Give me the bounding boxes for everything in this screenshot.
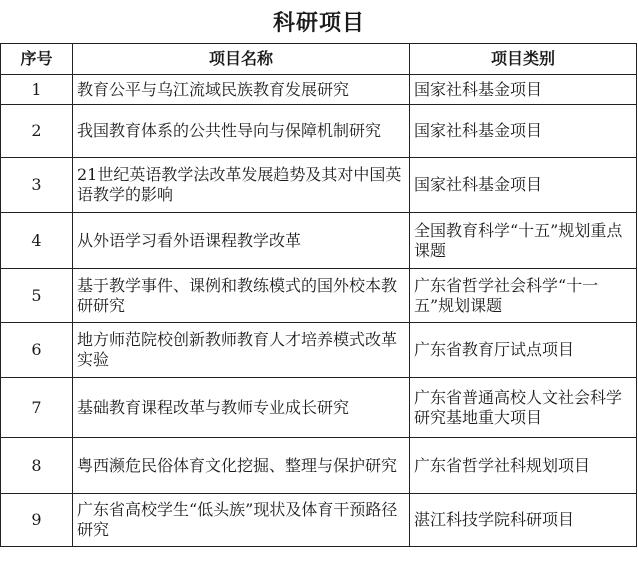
row-category: 广东省教育厅试点项目: [410, 323, 637, 378]
row-name: 教育公平与乌江流域民族教育发展研究: [73, 75, 410, 105]
table-header-row: [1, 44, 637, 75]
row-category: 湛江科技学院科研项目: [410, 494, 637, 547]
page-title: 科研项目: [272, 10, 365, 36]
row-index: 5: [1, 269, 73, 323]
row-name: 21世纪英语教学法改革发展趋势及其对中国英语教学的影响: [73, 158, 410, 213]
header-category: 项目类别: [410, 44, 637, 75]
row-name: 基于教学事件、课例和教练模式的国外校本教研研究: [73, 269, 410, 323]
table-row: [1, 158, 637, 213]
projects-table: [0, 43, 637, 547]
table-row: [1, 323, 637, 378]
row-category: 全国教育科学“十五”规划重点课题: [410, 213, 637, 269]
table-row: [1, 494, 637, 547]
row-category: 国家社科基金项目: [410, 75, 637, 105]
row-name: 地方师范院校创新教师教育人才培养模式改革实验: [73, 323, 410, 378]
row-index: 2: [1, 105, 73, 158]
row-category: 广东省普通高校人文社会科学研究基地重大项目: [410, 378, 637, 438]
row-name: 基础教育课程改革与教师专业成长研究: [73, 378, 410, 438]
row-category: 广东省哲学社会科学“十一五”规划课题: [410, 269, 637, 323]
row-category: 国家社科基金项目: [410, 105, 637, 158]
row-name: 我国教育体系的公共性导向与保障机制研究: [73, 105, 410, 158]
header-index: 序号: [1, 44, 73, 75]
row-name: 粤西濒危民俗体育文化挖掘、整理与保护研究: [73, 438, 410, 494]
row-name: 从外语学习看外语课程教学改革: [73, 213, 410, 269]
row-index: 8: [1, 438, 73, 494]
header-name: 项目名称: [73, 44, 410, 75]
row-index: 7: [1, 378, 73, 438]
row-category: 广东省哲学社科规划项目: [410, 438, 637, 494]
table-row: [1, 438, 637, 494]
table-row: [1, 269, 637, 323]
row-category: 国家社科基金项目: [410, 158, 637, 213]
row-index: 9: [1, 494, 73, 547]
row-index: 1: [1, 75, 73, 105]
table-row: [1, 213, 637, 269]
row-index: 3: [1, 158, 73, 213]
table-row: [1, 105, 637, 158]
row-name: 广东省高校学生“低头族”现状及体育干预路径研究: [73, 494, 410, 547]
row-index: 6: [1, 323, 73, 378]
table-row: [1, 378, 637, 438]
row-index: 4: [1, 213, 73, 269]
table-row: [1, 75, 637, 105]
